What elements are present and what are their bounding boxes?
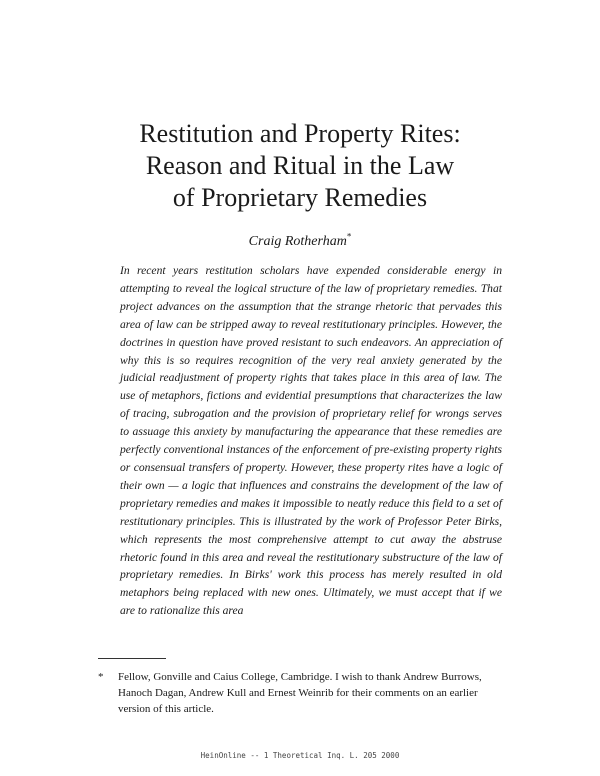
- title-line-1: Restitution and Property Rites:: [139, 119, 461, 148]
- footnote-divider: [98, 658, 166, 659]
- author-byline: [0, 231, 600, 250]
- footnote-marker: *: [98, 671, 104, 683]
- footnote-text: Fellow, Gonville and Caius College, Cambridge. I wish to thank Andrew Burrows, Hanoch Dagan, Andrew Kull and Ernest Weinrib for their comments on an earlier version of this article.: [118, 671, 482, 715]
- abstract: In recent years restitution scholars have expended considerable energy in attempting to reveal the logical structure of the law of proprietary remedies. That project advances on the assumption that the strange rhetoric that pervades this area of law can be stripped away to reveal restitutionary principles. However, the doctrines in question have proved resistant to such endeavors. An appreciation of why this is so requires recognition of the very real anxiety generated by the judicial readjustment of property rights that takes place in this area of law. The use of metaphors, fictions and evidential presumptions that characterizes the law of tracing, subrogation and the provision of proprietary relief for wrongs serves to assuage this anxiety by manufacturing the appearance that these remedies are perfectly conventional instances of the enforcement of pre-existing property rights or consensual transfers of property. However, these property rites have a logic of their own — a logic that influences and constrains the development of the law of proprietary remedies and makes it impossible to neatly reduce this field to a set of restitutionary principles. This is illustrated by the work of Professor Peter Birks, which represents the most comprehensive attempt to cut away the abstruse rhetoric found in this area and reveal the restitutionary substructure of the law of proprietary remedies. In Birks' work this process has merely resulted in old metaphors being replaced with new ones. Ultimately, we must accept that if we are to rationalize this area: [120, 264, 502, 618]
- title-line-2: Reason and Ritual in the Law: [145, 151, 455, 180]
- page-footer: HeinOnline -- 1 Theoretical Inq. L. 205 2000: [200, 751, 400, 760]
- title-line-3: of Proprietary Remedies: [172, 183, 428, 212]
- author-footnote-marker: *: [346, 231, 352, 242]
- article-title: [0, 118, 600, 214]
- author-name: Craig Rotherham: [248, 234, 347, 249]
- footnote: [98, 669, 502, 717]
